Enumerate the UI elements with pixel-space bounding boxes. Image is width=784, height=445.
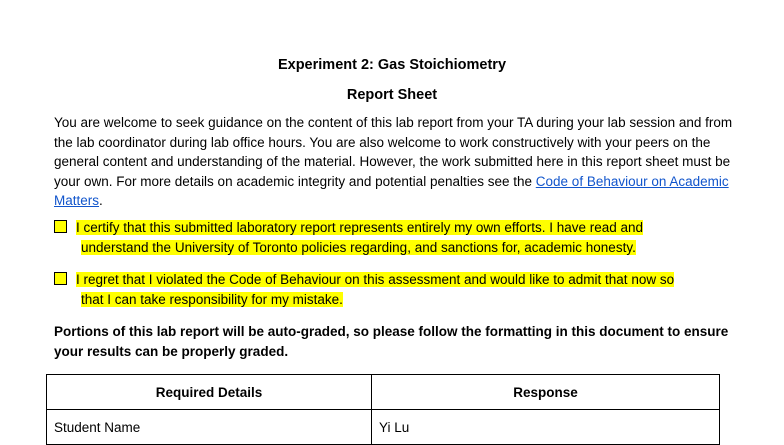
student-name-value[interactable]: Yi Lu	[372, 410, 720, 445]
certification-honesty	[54, 218, 734, 257]
violation-line-2: that I can take responsibility for my mistake.	[81, 291, 343, 307]
certification-violation	[54, 270, 734, 309]
intro-end: .	[99, 193, 103, 208]
code-of-behaviour-link[interactable]: Code of Behaviour on Academic Matters	[54, 173, 729, 208]
grading-note: Portions of this lab report will be auto-graded, so please follow the formatting in this document to ensure your results can be properly graded.	[54, 324, 729, 359]
honesty-line-1: I certify that this submitted laboratory report represents entirely my own efforts. I have read and	[76, 220, 644, 235]
violation-line-1: I regret that I violated the Code of Behaviour on this assessment and would like to admit that now so	[76, 272, 675, 287]
details-table	[46, 374, 720, 445]
honesty-line-2: understand the University of Toronto policies regarding, and sanctions for, academic honesty.	[81, 239, 636, 255]
intro-text: You are welcome to seek guidance on the content of this lab report from your TA during your lab session and from the lab coordinator during lab office hours. You are also welcome to work constructively with your peers on the general content and understanding of the material. However, the work submitted here in this report sheet must be your own. For more details on academic integrity and potential penalties see the	[54, 115, 733, 189]
page-title: Experiment 2: Gas Stoichiometry	[277, 57, 507, 73]
intro-paragraph	[54, 113, 734, 211]
header-required-details: Required Details	[47, 375, 372, 410]
honesty-checkbox[interactable]	[54, 220, 67, 233]
table-header-row	[47, 375, 720, 410]
page-subtitle: Report Sheet	[346, 87, 438, 103]
header-response: Response	[372, 375, 720, 410]
student-name-label: Student Name	[47, 410, 372, 445]
table-row	[47, 410, 720, 445]
violation-checkbox[interactable]	[54, 272, 67, 285]
